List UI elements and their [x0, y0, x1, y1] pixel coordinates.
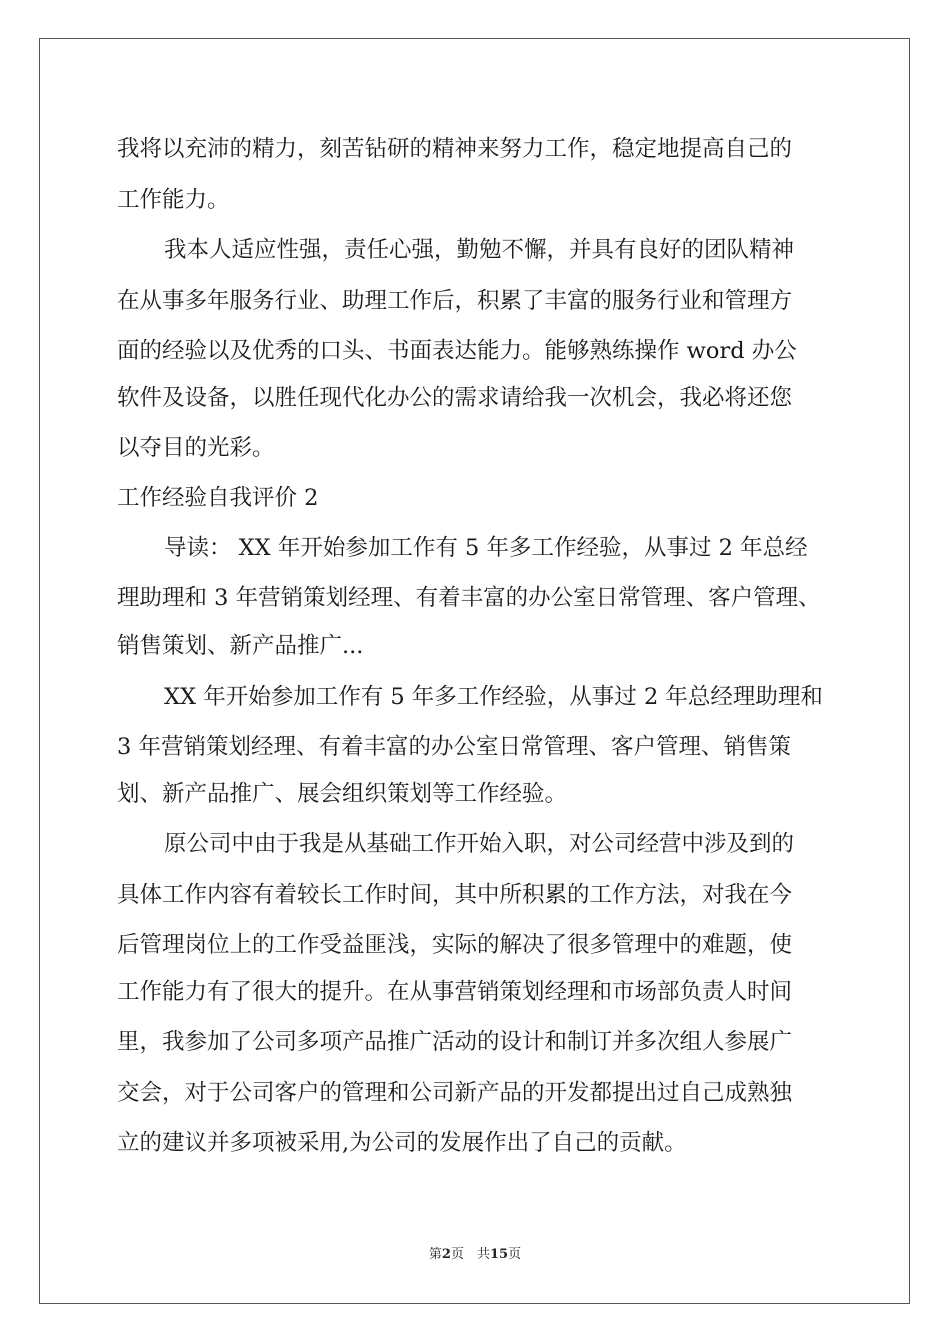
text-line: 面的经验以及优秀的口头、书面表达能力。能够熟练操作 word 办公 [117, 338, 797, 364]
page-border [39, 38, 910, 1304]
section-heading: 工作经验自我评价 2 [117, 485, 319, 511]
text-line: XX 年开始参加工作有 5 年多工作经验，从事过 2 年总经理助理和 [164, 684, 823, 710]
text-line: 里，我参加了公司多项产品推广活动的设计和制订并多次组人参展广 [117, 1029, 793, 1055]
text-line: 工作能力有了很大的提升。在从事营销策划经理和市场部负责人时间 [117, 979, 793, 1005]
footer-middle: 页 共 [450, 1247, 490, 1262]
text-line: 我本人适应性强，责任心强，勤勉不懈，并具有良好的团队精神 [164, 237, 795, 263]
text-line: 以夺目的光彩。 [117, 435, 275, 461]
text-line: 导读： XX 年开始参加工作有 5 年多工作经验，从事过 2 年总经 [164, 535, 808, 561]
footer-prefix: 第 [428, 1247, 442, 1262]
text-line: 原公司中由于我是从基础工作开始入职，对公司经营中涉及到的 [164, 831, 795, 857]
text-line: 在从事多年服务行业、助理工作后，积累了丰富的服务行业和管理方 [117, 288, 793, 314]
text-line: 立的建议并多项被采用,为公司的发展作出了自己的贡献。 [117, 1130, 687, 1156]
text-line: 工作能力。 [117, 187, 230, 213]
text-line: 后管理岗位上的工作受益匪浅，实际的解决了很多管理中的难题，使 [117, 932, 793, 958]
text-line: 3 年营销策划经理、有着丰富的办公室日常管理、客户管理、销售策 [117, 734, 791, 760]
total-pages-number: 15 [489, 1247, 509, 1262]
footer-suffix: 页 [508, 1247, 522, 1262]
text-line: 具体工作内容有着较长工作时间，其中所积累的工作方法，对我在今 [117, 882, 793, 908]
text-line: 理助理和 3 年营销策划经理、有着丰富的办公室日常管理、客户管理、 [117, 585, 821, 611]
text-line: 我将以充沛的精力，刻苦钻研的精神来努力工作，稳定地提高自己的 [117, 136, 793, 162]
page-footer [0, 1246, 950, 1264]
text-line: 销售策划、新产品推广... [117, 633, 364, 659]
current-page-number: 2 [441, 1247, 451, 1262]
text-line: 软件及设备，以胜任现代化办公的需求请给我一次机会，我必将还您 [117, 385, 793, 411]
text-line: 交会，对于公司客户的管理和公司新产品的开发都提出过自己成熟独 [117, 1080, 793, 1106]
text-line: 划、新产品推广、展会组织策划等工作经验。 [117, 781, 568, 807]
